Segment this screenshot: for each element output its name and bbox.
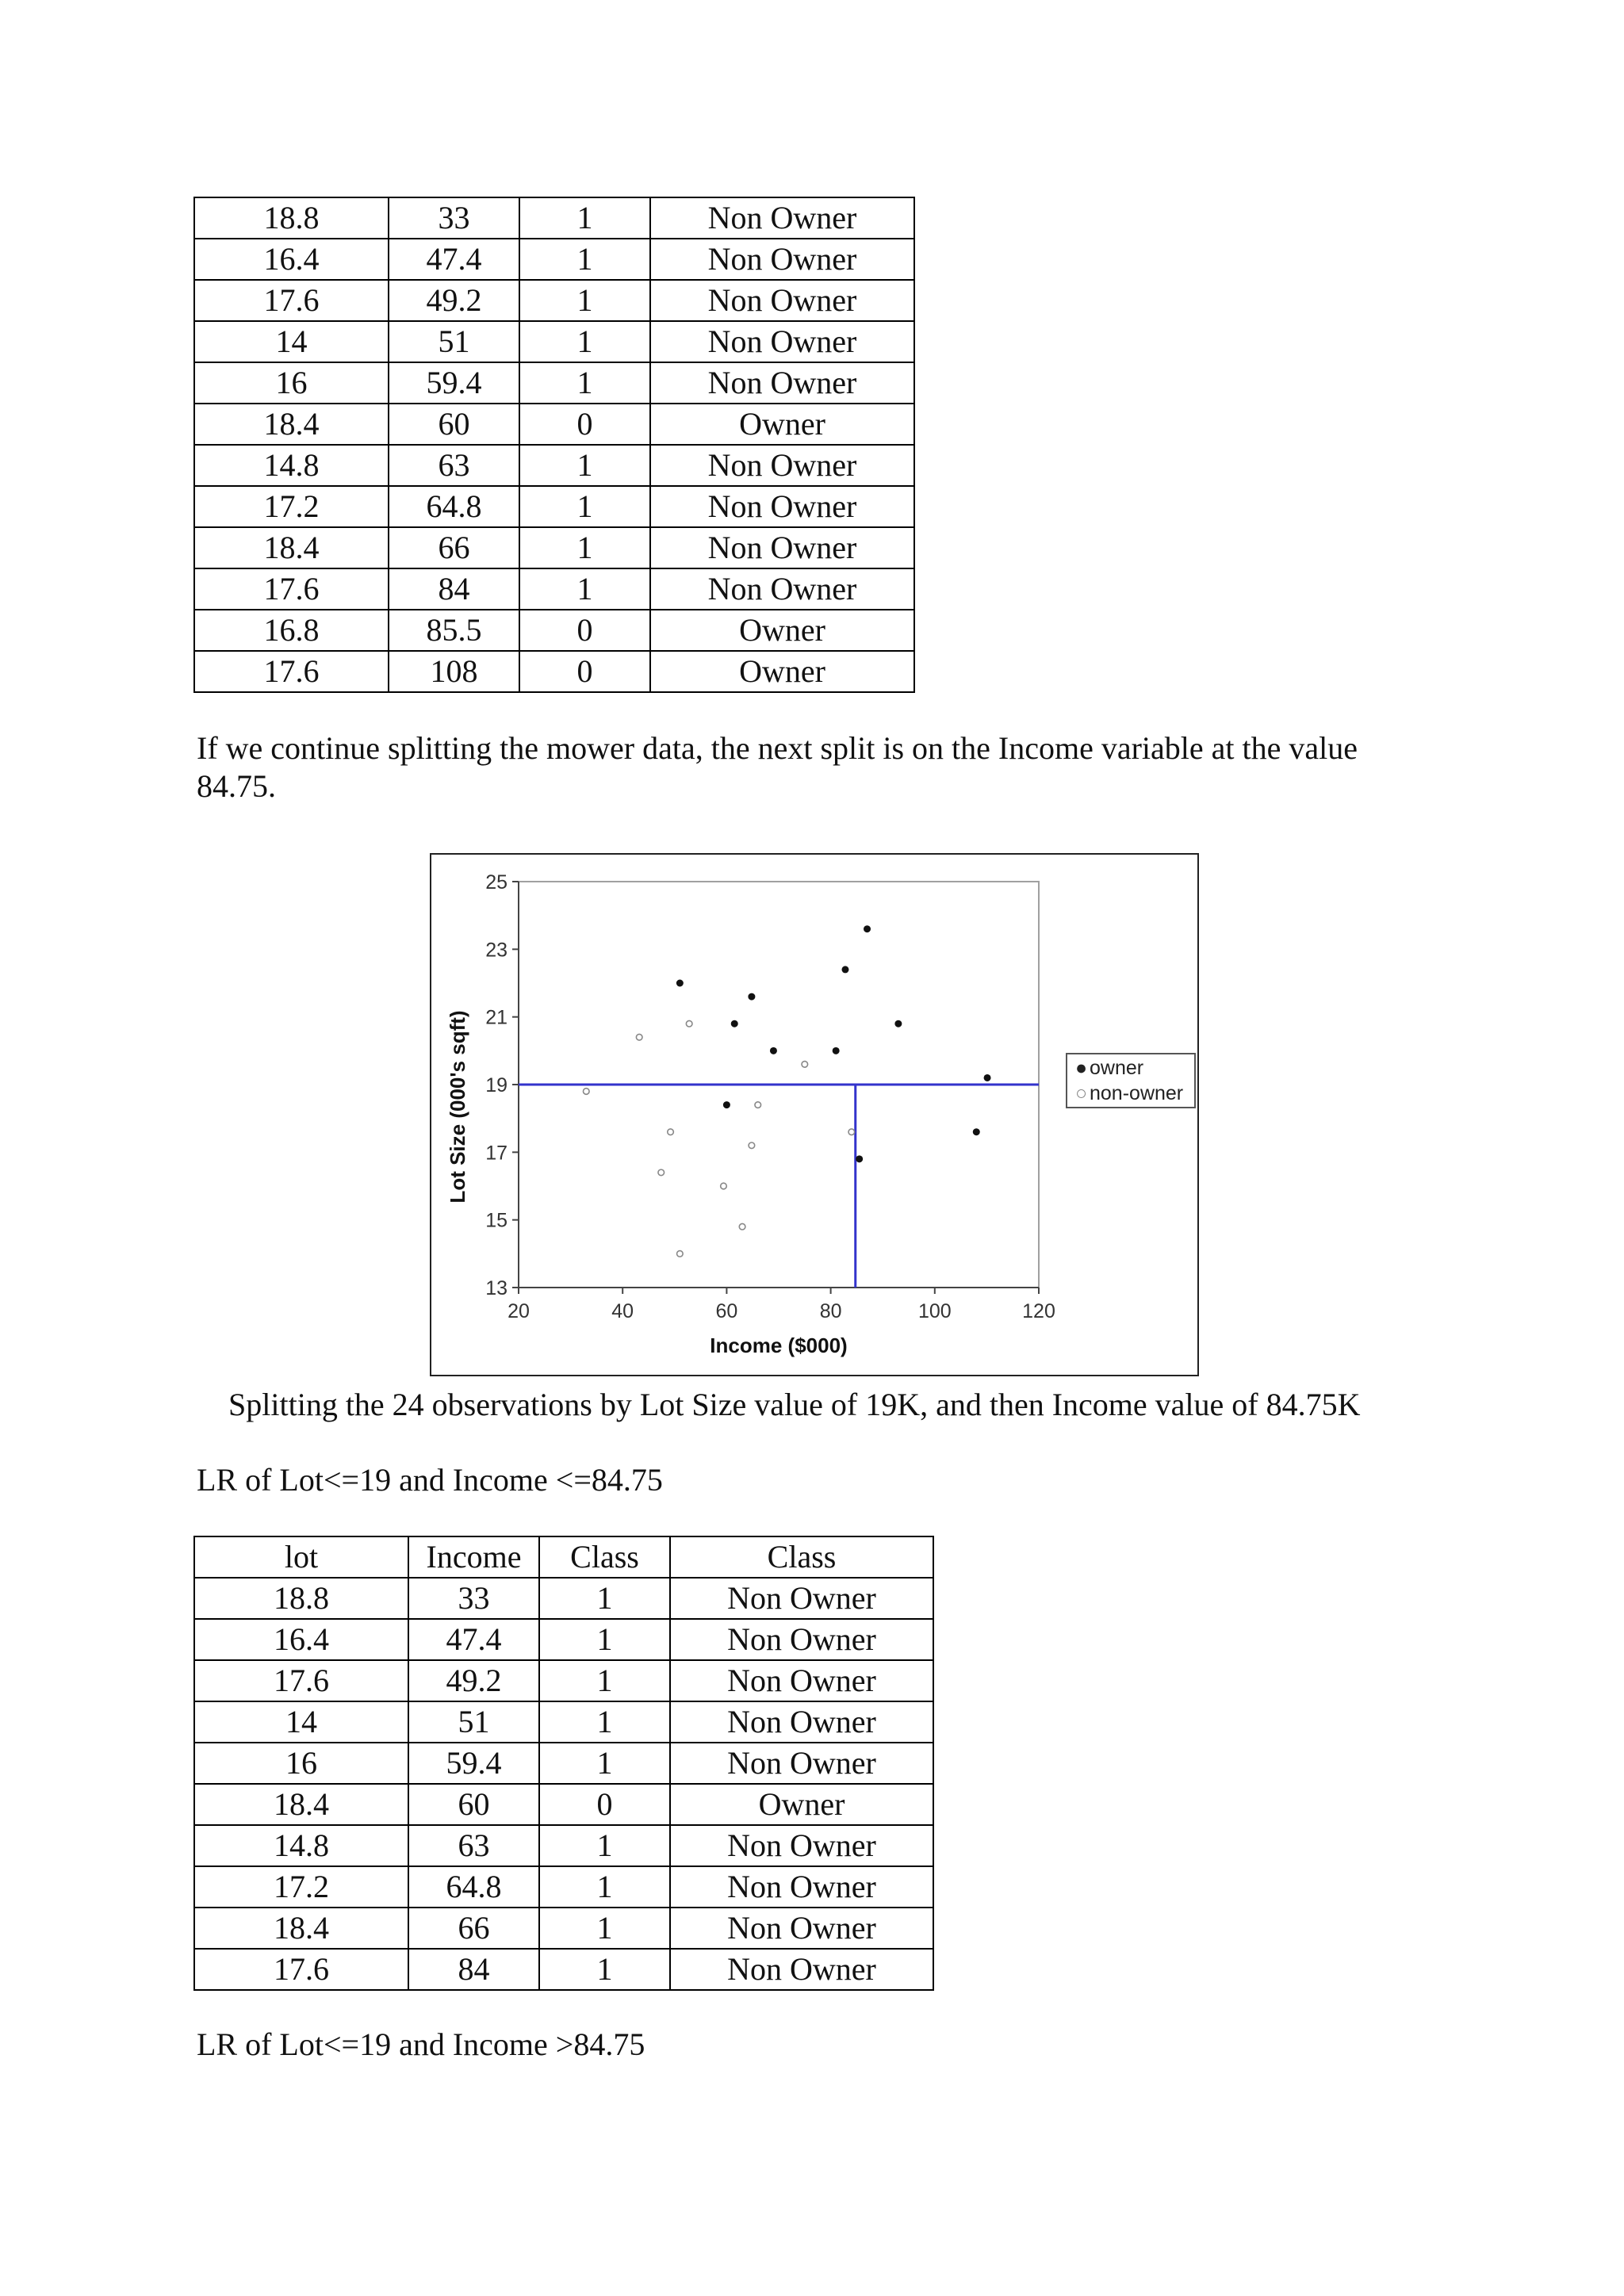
owner-point [723,1101,730,1108]
non-owner-point [755,1102,761,1108]
cell-class-label: Owner [650,610,914,651]
cell-class-code: 1 [539,1908,670,1949]
cell-class-label: Non Owner [650,197,914,239]
owner-point [856,1155,863,1162]
chart-caption: Splitting the 24 observations by Lot Size value of 19K, and then Income value of 84.75K [228,1387,1361,1422]
non-owner-point [677,1251,684,1257]
cell-income: 33 [389,197,519,239]
non-owner-point [686,1020,692,1027]
cell-class-label: Owner [670,1784,933,1825]
cell-income: 51 [389,321,519,362]
cell-class-label: Non Owner [670,1701,933,1743]
cell-class-code: 0 [539,1784,670,1825]
data-table-top [193,197,915,693]
cell-lot: 17.6 [194,568,389,610]
table-row [194,1578,933,1619]
table-row [194,197,914,239]
owner-point [894,1020,902,1027]
non-owner-point [739,1223,745,1230]
cell-lot: 16 [194,1743,408,1784]
table-row [194,610,914,651]
cell-class-label: Non Owner [650,321,914,362]
cell-class-label: Non Owner [650,486,914,527]
x-axis-label: Income ($000) [710,1334,848,1357]
cell-lot: 17.2 [194,486,389,527]
cell-income: 51 [408,1701,539,1743]
cell-class-code: 1 [539,1949,670,1990]
column-header-class-code: Class [539,1536,670,1578]
cell-income: 60 [408,1784,539,1825]
cell-class-code: 1 [519,239,650,280]
table-row [194,1660,933,1701]
non-owner-point [848,1129,855,1135]
cell-class-label: Non Owner [670,1578,933,1619]
cell-class-code: 1 [519,280,650,321]
table-row [194,1866,933,1908]
hollow-dot-icon: ○ [1075,1082,1088,1104]
cell-income: 108 [389,651,519,692]
cell-income: 33 [408,1578,539,1619]
cell-lot: 16.8 [194,610,389,651]
column-header-class-label: Class [670,1536,933,1578]
cell-class-code: 1 [539,1866,670,1908]
legend-item-non-owner [1075,1081,1183,1105]
table-row [194,486,914,527]
cell-class-label: Non Owner [670,1743,933,1784]
owner-point [864,925,871,932]
y-axis-label: Lot Size (000's sqft) [446,1010,469,1203]
chart-legend [1066,1053,1196,1108]
cell-income: 84 [408,1949,539,1990]
filled-dot-icon: ● [1075,1057,1088,1079]
cell-lot: 16 [194,362,389,404]
lr2-heading: LR of Lot<=19 and Income >84.75 [197,2026,645,2062]
owner-point [841,966,848,973]
cell-income: 84 [389,568,519,610]
split-explanation-paragraph: If we continue splitting the mower data, the next split is on the Income variable at the value 84.75. [197,730,1358,804]
table-row [194,651,914,692]
cell-income: 49.2 [389,280,519,321]
cell-class-code: 1 [519,486,650,527]
non-owner-point [636,1034,642,1040]
owner-point [984,1074,991,1081]
legend-label-owner: owner [1090,1057,1144,1079]
y-tick-label: 23 [485,939,508,962]
owner-point [748,993,755,1001]
cell-class-code: 1 [539,1578,670,1619]
cell-income: 64.8 [389,486,519,527]
table-row [194,445,914,486]
cell-income: 59.4 [408,1743,539,1784]
owner-point [676,980,684,987]
cell-lot: 18.8 [194,197,389,239]
cell-income: 66 [389,527,519,568]
cell-class-code: 1 [539,1743,670,1784]
cell-class-label: Non Owner [670,1660,933,1701]
legend-label-non-owner: non-owner [1090,1082,1184,1104]
table-row [194,1619,933,1660]
x-tick-label: 60 [715,1300,738,1322]
cell-lot: 18.8 [194,1578,408,1619]
cell-income: 47.4 [389,239,519,280]
cell-income: 47.4 [408,1619,539,1660]
x-tick-label: 80 [819,1300,842,1322]
cell-class-code: 1 [519,197,650,239]
non-owner-point [749,1142,755,1149]
cell-income: 49.2 [408,1660,539,1701]
x-tick-label: 40 [611,1300,634,1322]
scatter-chart [430,853,1199,1376]
table-row [194,362,914,404]
cell-income: 63 [389,445,519,486]
non-owner-point [583,1089,589,1095]
table-row [194,1825,933,1866]
lr1-heading: LR of Lot<=19 and Income <=84.75 [197,1462,663,1498]
cell-class-code: 1 [539,1660,670,1701]
cell-class-code: 1 [539,1825,670,1866]
non-owner-point [721,1183,727,1189]
cell-lot: 17.6 [194,1660,408,1701]
cell-lot: 18.4 [194,404,389,445]
table-header-row [194,1536,933,1578]
owner-point [833,1047,840,1054]
x-tick-label: 120 [1022,1300,1055,1322]
cell-class-code: 1 [519,568,650,610]
non-owner-point [802,1062,808,1068]
table-row [194,1743,933,1784]
legend-item-owner [1075,1056,1143,1080]
cell-class-code: 1 [519,362,650,404]
cell-class-code: 0 [519,651,650,692]
cell-class-label: Non Owner [670,1619,933,1660]
cell-income: 64.8 [408,1866,539,1908]
cell-lot: 16.4 [194,239,389,280]
cell-lot: 14 [194,1701,408,1743]
cell-class-code: 1 [539,1701,670,1743]
owner-point [973,1128,980,1135]
cell-class-code: 1 [519,527,650,568]
table-row [194,1784,933,1825]
cell-class-label: Non Owner [650,280,914,321]
cell-class-code: 0 [519,404,650,445]
x-tick-label: 100 [917,1300,952,1322]
non-owner-point [668,1129,674,1135]
table-row [194,239,914,280]
cell-income: 85.5 [389,610,519,651]
cell-income: 59.4 [389,362,519,404]
cell-income: 66 [408,1908,539,1949]
y-tick-label: 17 [485,1142,508,1165]
cell-lot: 14.8 [194,445,389,486]
cell-lot: 14 [194,321,389,362]
cell-income: 63 [408,1825,539,1866]
cell-class-code: 1 [539,1619,670,1660]
cell-class-label: Non Owner [650,568,914,610]
y-tick-label: 25 [485,871,508,894]
cell-class-code: 1 [519,321,650,362]
table-row [194,321,914,362]
cell-lot: 18.4 [194,1908,408,1949]
owner-point [731,1020,738,1027]
table-row [194,1908,933,1949]
table-row [194,280,914,321]
cell-class-label: Non Owner [670,1908,933,1949]
table-row [194,404,914,445]
cell-lot: 18.4 [194,1784,408,1825]
y-tick-label: 13 [485,1277,508,1299]
table-row [194,527,914,568]
cell-class-label: Non Owner [650,362,914,404]
x-tick-label: 20 [508,1300,530,1322]
column-header-income: Income [408,1536,539,1578]
cell-lot: 17.2 [194,1866,408,1908]
cell-class-label: Owner [650,404,914,445]
cell-income: 60 [389,404,519,445]
cell-lot: 17.6 [194,1949,408,1990]
data-table-lr1 [193,1536,934,1991]
cell-class-label: Non Owner [650,239,914,280]
table-row [194,568,914,610]
cell-class-label: Non Owner [650,445,914,486]
chart-canvas [431,855,1197,1375]
cell-lot: 16.4 [194,1619,408,1660]
cell-class-label: Owner [650,651,914,692]
cell-class-label: Non Owner [670,1866,933,1908]
y-tick-label: 21 [485,1006,508,1029]
cell-lot: 18.4 [194,527,389,568]
column-header-lot: lot [194,1536,408,1578]
table-row [194,1701,933,1743]
non-owner-point [658,1169,665,1176]
cell-class-label: Non Owner [650,527,914,568]
cell-class-label: Non Owner [670,1825,933,1866]
cell-class-label: Non Owner [670,1949,933,1990]
cell-lot: 17.6 [194,280,389,321]
table-row [194,1949,933,1990]
cell-class-code: 1 [519,445,650,486]
cell-lot: 17.6 [194,651,389,692]
cell-lot: 14.8 [194,1825,408,1866]
y-tick-label: 15 [485,1209,508,1232]
owner-point [770,1047,777,1054]
y-tick-label: 19 [485,1074,508,1096]
cell-class-code: 0 [519,610,650,651]
